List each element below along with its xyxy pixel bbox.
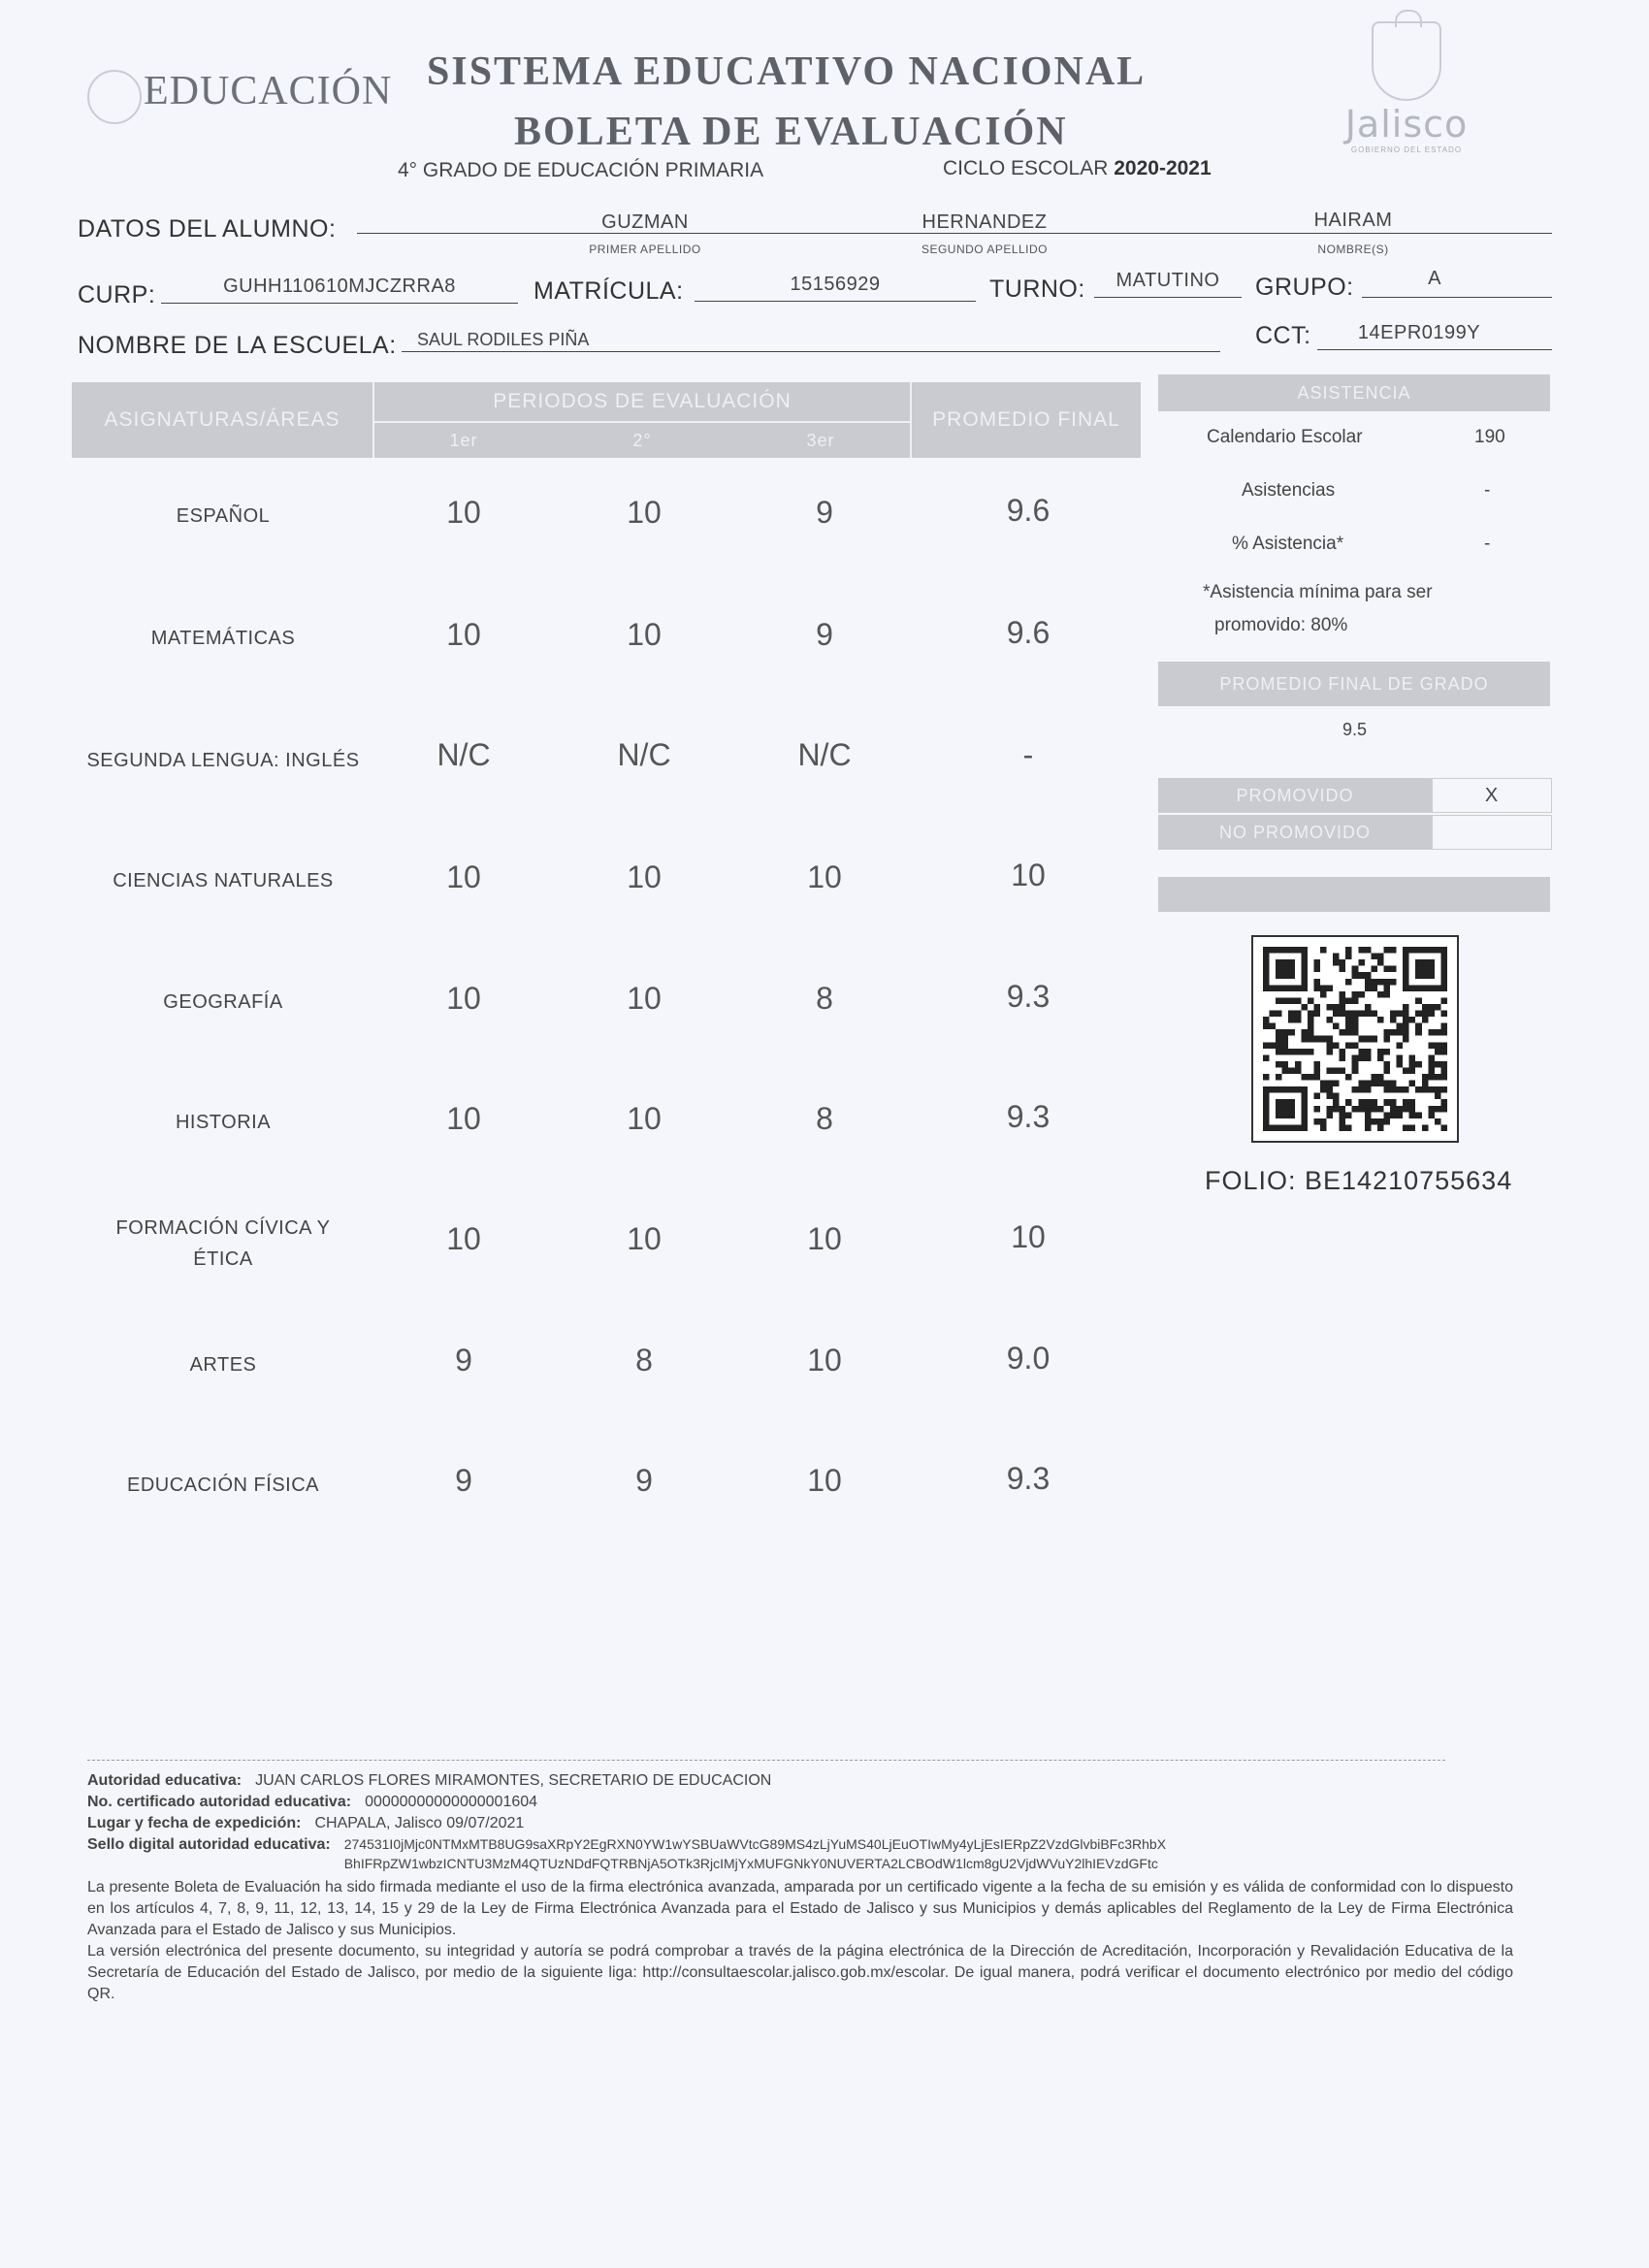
attendance-label: Asistencias	[1242, 480, 1336, 501]
title-line1: SISTEMA EDUCATIVO NACIONAL	[427, 49, 1147, 94]
first-surname: GUZMAN	[601, 211, 689, 233]
grade-p3: 10	[807, 1221, 842, 1256]
attendance-header: ASISTENCIA	[1158, 374, 1550, 411]
grupo-line	[1362, 297, 1552, 298]
grade-p1: 10	[446, 617, 481, 652]
grade-final: 9.6	[1006, 493, 1051, 528]
subject-name: EDUCACIÓN FÍSICA	[126, 1474, 320, 1496]
subject-name: MATEMÁTICAS	[150, 628, 296, 649]
period-1-header: 1er	[449, 430, 478, 450]
grade-final: 9.0	[1006, 1341, 1051, 1376]
educacion-logo: EDUCACIÓN	[87, 58, 407, 136]
period-2-header: 2°	[632, 430, 652, 450]
folio: FOLIO: BE14210755634	[1205, 1166, 1513, 1195]
blank-bar	[1158, 877, 1550, 912]
attendance-percent-value: -	[1484, 534, 1491, 554]
turno-line	[1094, 297, 1242, 298]
grade-final: 10	[1011, 858, 1046, 892]
grade-p3: 10	[807, 859, 842, 894]
final-header: PROMEDIO FINAL	[932, 408, 1120, 431]
grupo-label: GRUPO:	[1255, 274, 1354, 301]
grade-p3: 8	[816, 981, 833, 1016]
grade-p1: 10	[446, 859, 481, 894]
attendance-note-line2: promovido: 80%	[1214, 615, 1348, 635]
promoted-mark: X	[1432, 778, 1552, 813]
grade-p3: N/C	[797, 737, 852, 772]
jalisco-logo: Jalisco GOBIERNO DEL ESTADO	[1319, 21, 1494, 177]
grade-p2: 10	[627, 1101, 662, 1136]
grade-p2: 8	[635, 1343, 653, 1377]
grade-final: 10	[1011, 1219, 1046, 1254]
grade-p3: 10	[807, 1463, 842, 1498]
qr-code-icon	[1263, 947, 1447, 1131]
crest-icon	[1372, 21, 1441, 101]
grade-p1: 10	[446, 1221, 481, 1256]
grade-final: -	[1022, 737, 1034, 772]
subject-name: FORMACIÓN CÍVICA Y	[115, 1217, 331, 1239]
second-surname: HERNANDEZ	[922, 211, 1048, 233]
footer-divider	[87, 1760, 1445, 1761]
calendar-value: 190	[1474, 427, 1505, 447]
grade-text: 4° GRADO DE EDUCACIÓN PRIMARIA	[398, 159, 764, 181]
grade-p3: 8	[816, 1101, 833, 1136]
subject-name: ESPAÑOL	[176, 505, 271, 527]
grupo-value: A	[1428, 268, 1441, 289]
grade-final: 9.3	[1006, 979, 1051, 1014]
grade-p2: 10	[627, 859, 662, 894]
cct-label: CCT:	[1255, 322, 1311, 349]
names: HAIRAM	[1313, 210, 1393, 231]
cert-value: 00000000000000001604	[365, 1794, 538, 1810]
period-3-header: 3er	[806, 430, 835, 450]
grade-final: 9.6	[1006, 615, 1051, 650]
grade-average-value: 9.5	[1342, 720, 1368, 739]
grade-p1: 9	[455, 1343, 472, 1377]
grade-p1: N/C	[436, 737, 491, 772]
grade-p3: 9	[816, 617, 833, 652]
title-line2: BOLETA DE EVALUACIÓN	[514, 110, 1068, 154]
grade-average-header: PROMEDIO FINAL DE GRADO	[1158, 662, 1550, 706]
authority-value: JUAN CARLOS FLORES MIRAMONTES, SECRETARIO DE EDUCACION	[255, 1772, 772, 1789]
subject-name-line2: ÉTICA	[193, 1248, 253, 1270]
grade-p3: 9	[816, 495, 833, 530]
attendance-value: -	[1484, 480, 1491, 501]
cct-line	[1317, 349, 1552, 350]
subject-name: CIENCIAS NATURALES	[113, 870, 334, 891]
grade-p1: 10	[446, 1101, 481, 1136]
place-value: CHAPALA, Jalisco 09/07/2021	[314, 1815, 525, 1831]
subject-name: GEOGRAFÍA	[163, 991, 283, 1013]
seal-label: Sello digital autoridad educativa:	[87, 1836, 331, 1853]
seal-value-line2: BhIFRpZW1wbzICNTU3MzM4QTUzNDdFQTRBNjA5OTk3RjcIMjYxMUFGNkY0NUVERTA2LCBOdW1lcm8gU2VjdWVuY2lhIEVzdGFtc	[343, 1856, 1158, 1871]
student-label: DATOS DEL ALUMNO:	[78, 215, 337, 243]
grade-p2: 10	[627, 495, 662, 530]
grade-final: 9.3	[1006, 1099, 1051, 1134]
subjects-header: ASIGNATURAS/ÁREAS	[104, 408, 340, 431]
curp-value: GUHH110610MJCZRRA8	[223, 275, 456, 297]
curp-label: CURP:	[78, 281, 156, 308]
school-cycle: CICLO ESCOLAR 2020-2021	[943, 157, 1212, 179]
legal-paragraph-1: La presente Boleta de Evaluación ha sido firmada mediante el uso de la firma electrónica avanzada, amparada por un certificado vigente a la fecha de su emisión y es válida de conformidad con lo dispuesto en los artículos 4, 7, 8, 9, 11, 12, 13, 14, 15 y 29 de la Ley de Firma Electrónica Avanzada para el Estado de Jalisco y sus Municipios y demás aplicables del Reglamento de la Ley de Firma Electrónica Avanzada para el Estado de Jalisco y sus Municipios.	[87, 1879, 1513, 1938]
seal-icon	[87, 70, 142, 124]
cert-label: No. certificado autoridad educativa:	[87, 1794, 352, 1810]
attendance-note-line1: *Asistencia mínima para ser	[1203, 582, 1433, 602]
matricula-value: 15156929	[790, 274, 881, 295]
grade-p2: 10	[627, 981, 662, 1016]
second-surname-caption: SEGUNDO APELLIDO	[921, 243, 1049, 256]
cct-value: 14EPR0199Y	[1357, 322, 1481, 343]
grade-p2: N/C	[617, 737, 671, 772]
grade-p1: 9	[455, 1463, 472, 1498]
names-caption: NOMBRE(S)	[1317, 243, 1389, 256]
school-line	[402, 351, 1220, 352]
school-value: SAUL RODILES PIÑA	[417, 330, 590, 349]
grade-p2: 10	[627, 1221, 662, 1256]
place-label: Lugar y fecha de expedición:	[87, 1815, 302, 1831]
grade-p2: 9	[635, 1463, 653, 1498]
seal-value-line1: 274531I0jMjc0NTMxMTB8UG9saXRpY2EgRXN0YW1wYSBUaWVtcG89MS4zLjYuMS40LjEuOTIwMy4yLjEsIERpZ2VzdGlvbiBFc3RhbX	[343, 1836, 1167, 1852]
school-label: NOMBRE DE LA ESCUELA:	[78, 332, 397, 359]
first-surname-caption: PRIMER APELLIDO	[589, 243, 701, 256]
turno-label: TURNO:	[989, 275, 1085, 303]
matricula-label: MATRÍCULA:	[534, 277, 684, 305]
grade-p2: 10	[627, 617, 662, 652]
promoted-label: PROMOVIDO	[1158, 778, 1432, 813]
grade-p1: 10	[446, 981, 481, 1016]
not-promoted-label: NO PROMOVIDO	[1158, 815, 1432, 850]
qr-code	[1251, 935, 1459, 1143]
grade-final: 9.3	[1006, 1461, 1051, 1496]
subject-name: SEGUNDA LENGUA: INGLÉS	[86, 750, 360, 771]
matricula-line	[695, 301, 976, 302]
attendance-percent-label: % Asistencia*	[1232, 534, 1344, 554]
subject-name: HISTORIA	[175, 1112, 272, 1133]
grade-p3: 10	[807, 1343, 842, 1377]
curp-line	[161, 303, 518, 304]
footer	[87, 1770, 1513, 2005]
calendar-label: Calendario Escolar	[1207, 427, 1363, 447]
not-promoted-mark	[1432, 815, 1552, 850]
legal-paragraph-2: La versión electrónica del presente documento, su integridad y autoría se podrá comprobar a través de la página electrónica de la Dirección de Acreditación, Incorporación y Revalidación Educativa de la Secretaría de Educación del Estado de Jalisco, por medio de la siguiente liga: http://consultaescolar.jalisco.gob.mx/escolar. De igual manera, podrá verificar el documento electrónico por medio del código QR.	[87, 1943, 1513, 2002]
subject-name: ARTES	[189, 1354, 257, 1376]
turno-value: MATUTINO	[1116, 270, 1220, 291]
periods-header: PERIODOS DE EVALUACIÓN	[493, 390, 792, 412]
grade-p1: 10	[446, 495, 481, 530]
authority-label: Autoridad educativa:	[87, 1772, 242, 1789]
